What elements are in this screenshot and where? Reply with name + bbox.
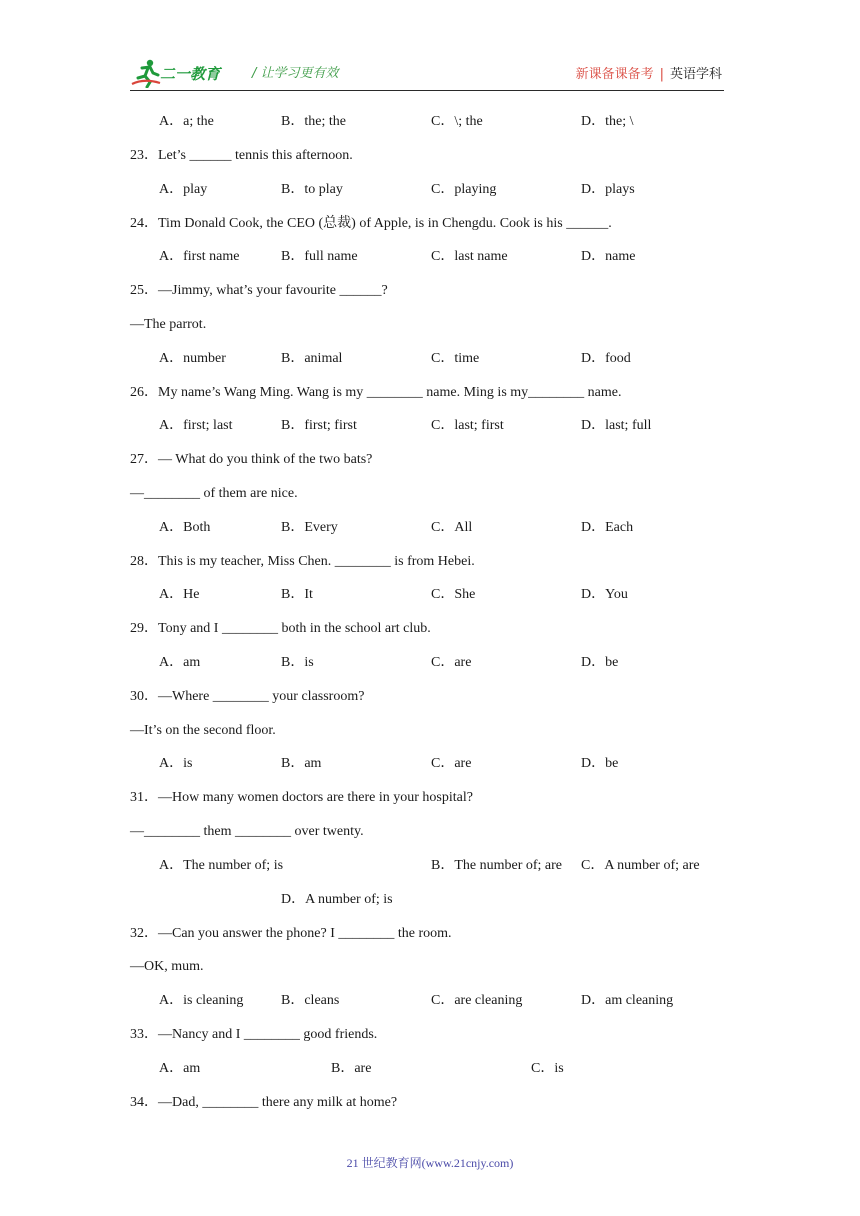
option-c: C．last; first (431, 418, 504, 433)
option-d: D．name (581, 249, 636, 264)
option-b: B．first; first (281, 418, 357, 433)
option-a: A．first; last (159, 418, 233, 433)
question-stem: 24．Tim Donald Cook, the CEO (总裁) of Apple, is in Chengdu. Cook is his ______. (130, 216, 612, 231)
question-stem: 27．— What do you think of the two bats? (130, 452, 373, 467)
option-a: A．am (159, 655, 201, 670)
option-b: B．full name (281, 249, 358, 264)
option-a: A．first name (159, 249, 240, 264)
question-stem: 26．My name’s Wang Ming. Wang is my ________ name. Ming is my________ name. (130, 385, 622, 400)
running-figure-icon (130, 58, 162, 88)
option-a: A．is cleaning (159, 993, 244, 1008)
header-subject (576, 63, 722, 82)
option-b: B．cleans (281, 993, 340, 1008)
option-c: C．last name (431, 249, 508, 264)
option-d: D．the; \ (581, 114, 634, 129)
header-tagline: 新课备课备考 (575, 67, 654, 82)
option-a: A．a; the (159, 114, 214, 129)
option-a: A．am (159, 1061, 201, 1076)
option-a: A．is (159, 756, 193, 771)
option-c: C．time (431, 351, 480, 366)
option-b: B．am (281, 756, 322, 771)
option-a: A．The number of; is (159, 858, 284, 873)
logo-text: 二一教育 (160, 65, 221, 83)
option-b: B．to play (281, 182, 343, 197)
option-b: B．animal (281, 351, 343, 366)
header-subject-label: 英语学科 (669, 67, 722, 82)
option-d: D．You (581, 587, 628, 602)
option-c: C．are cleaning (431, 993, 523, 1008)
logo (130, 58, 242, 88)
question-reply: —OK, mum. (130, 959, 204, 974)
question-stem: 34．—Dad, ________ there any milk at home? (130, 1095, 398, 1110)
option-c: C．All (431, 520, 473, 535)
question-stem: 28．This is my teacher, Miss Chen. ________ is from Hebei. (130, 554, 475, 569)
option-c: C．She (431, 587, 476, 602)
option-b: B．the; the (281, 114, 346, 129)
question-reply: —________ them ________ over twenty. (130, 824, 364, 839)
option-a: A．play (159, 182, 208, 197)
page-header (130, 56, 724, 91)
option-a: A．He (159, 587, 200, 602)
question-stem: 30．—Where ________ your classroom? (130, 689, 365, 704)
option-b: B．are (331, 1061, 372, 1076)
option-c: C．is (531, 1061, 564, 1076)
question-reply: —________ of them are nice. (130, 486, 298, 501)
question-stem: 25．—Jimmy, what’s your favourite ______? (130, 283, 388, 298)
option-c: C．A number of; are (581, 858, 700, 873)
option-b: B．It (281, 587, 313, 602)
option-b: B．The number of; are (431, 858, 563, 873)
question-stem: 32．—Can you answer the phone? I ________ the room. (130, 926, 452, 941)
option-d: D．Each (581, 520, 634, 535)
option-d: D．be (581, 655, 619, 670)
option-d: D．last; full (581, 418, 652, 433)
slogan: / 让学习更有效 (252, 66, 339, 81)
question-stem: 33．—Nancy and I ________ good friends. (130, 1027, 378, 1042)
option-b: B．Every (281, 520, 338, 535)
question-stem: 23．Let’s ______ tennis this afternoon. (130, 148, 353, 163)
option-d: D．plays (581, 182, 635, 197)
option-d: D．food (581, 351, 631, 366)
option-a: A．Both (159, 520, 211, 535)
option-c: C．are (431, 756, 472, 771)
question-reply: —The parrot. (130, 317, 207, 332)
option-d: D．A number of; is (281, 892, 393, 907)
option-c: C．playing (431, 182, 497, 197)
page-footer: 21 世纪教育网(www.21cnjy.com) (346, 1156, 514, 1170)
option-b: B．is (281, 655, 314, 670)
option-d: D．am cleaning (581, 993, 674, 1008)
question-stem: 29．Tony and I ________ both in the school art club. (130, 621, 431, 636)
question-reply: —It’s on the second floor. (130, 723, 276, 738)
option-c: C．\; the (431, 114, 483, 129)
header-separator: | (659, 67, 664, 82)
option-d: D．be (581, 756, 619, 771)
option-c: C．are (431, 655, 472, 670)
option-a: A．number (159, 351, 226, 366)
question-stem: 31．—How many women doctors are there in your hospital? (130, 790, 473, 805)
